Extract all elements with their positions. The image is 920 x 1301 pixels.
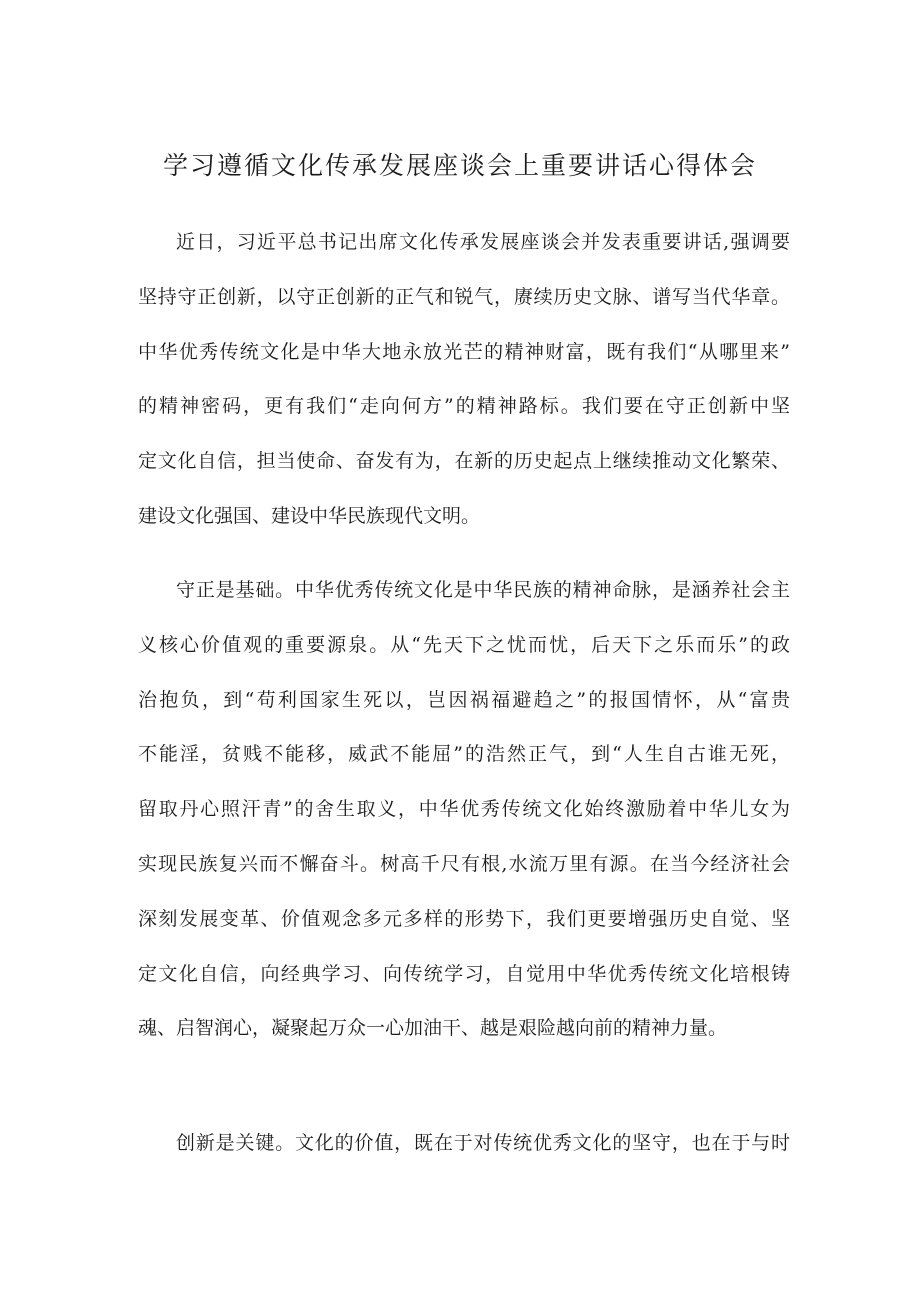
- text-line: 建设文化强国、建设中华民族现代文明。: [138, 504, 481, 527]
- text-line: 近日，习近平总书记出席文化传承发展座谈会并发表重要讲话,强调要: [176, 231, 790, 253]
- text-line: 坚持守正创新，以守正创新的正气和锐气，赓续历史文脉、谱写当代华章。: [138, 285, 790, 308]
- text-line: 中华优秀传统文化是中华大地永放光芒的精神财富，既有我们“从哪里来”: [138, 340, 790, 363]
- text-line: 治抱负，到“苟利国家生死以，岂因祸福避趋之”的报国情怀，从“富贵: [138, 688, 790, 711]
- text-line: 实现民族复兴而不懈奋斗。树高千尺有根,水流万里有源。在当今经济社会: [138, 852, 790, 875]
- text-line: 守正是基础。中华优秀传统文化是中华民族的精神命脉，是涵养社会主: [176, 579, 790, 601]
- paragraph-chuangxin: [138, 1125, 790, 1180]
- text-line: 深刻发展变革、价值观念多元多样的形势下，我们更要增强历史自觉、坚: [138, 907, 790, 930]
- text-line: 义核心价值观的重要源泉。从“先天下之忧而忧，后天下之乐而乐”的政: [138, 633, 790, 656]
- text-line: 的精神密码，更有我们“走向何方”的精神路标。我们要在守正创新中坚: [138, 395, 790, 418]
- text-line: 定文化自信，担当使命、奋发有为，在新的历史起点上继续推动文化繁荣、: [138, 450, 790, 473]
- text-line: 创新是关键。文化的价值，既在于对传统优秀文化的坚守，也在于与时: [176, 1132, 790, 1154]
- text-line: 定文化自信，向经典学习、向传统学习，自觉用中华优秀传统文化培根铸: [138, 962, 790, 985]
- document-title: 学习遵循文化传承发展座谈会上重要讲话心得体会: [162, 151, 757, 180]
- text-line: 不能淫，贫贱不能移，威武不能屈”的浩然正气，到“人生自古谁无死，: [138, 743, 790, 766]
- text-line: 留取丹心照汗青”的舍生取义，中华优秀传统文化始终激励着中华儿女为: [138, 798, 790, 821]
- paragraph-shouzheng: [138, 572, 790, 1065]
- paragraph-intro: [138, 224, 790, 553]
- text-line: 魂、启智润心，凝聚起万众一心加油干、越是艰险越向前的精神力量。: [138, 1017, 728, 1040]
